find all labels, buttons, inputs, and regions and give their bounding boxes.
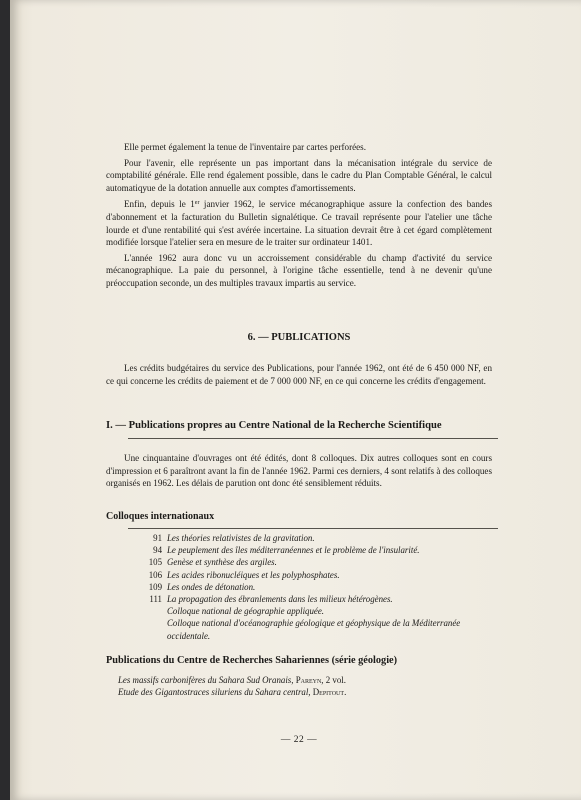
colloque-number: 91 [153,533,162,543]
colloque-number: 106 [148,569,162,580]
list-item [144,532,504,544]
enfin-text-start: Enfin, depuis le 1 [124,199,195,210]
sahara-title: Les massifs carbonifères du Sahara Sud Oranais, [118,675,294,685]
colloques-list [144,532,504,642]
list-item [144,569,504,581]
paragraph-ouvrages: Une cinquantaine d'ouvrages ont été édités, dont 8 colloques. Dix autres colloques sont en cours d'impression et 6 paraîtront avant la fin de l'année 1962. Parmi ces derniers, 4 sont relatifs à des colloques organisés en 1962. Les délais de parution ont donc été sensiblement réduits. [106,453,492,489]
colloque-number: 94 [153,545,162,556]
subsection-rule [128,438,498,439]
page-number: — 22 — [280,735,318,745]
colloque-title: Les acides ribonucléiques et les polyphosphates. [167,569,340,580]
sahara-suffix: . [344,687,347,698]
paragraph-enfin [106,197,492,248]
colloque-title: Le peuplement des îles méditerranéennes et le problème de l'insularité. [167,545,420,556]
list-item [144,544,504,556]
sahara-list [118,674,498,698]
list-item [144,617,504,641]
colloque-national-title: Colloque national d'océanographie géologique et géophysique de la Méditerranée occidentale. [167,618,461,641]
list-item [144,581,504,593]
colloque-national-title: Colloque national de géographie appliquée. [167,606,325,617]
sahara-title: Etude des Gigantostraces siluriens du Sahara central, [118,687,311,698]
colloque-number: 105 [148,557,162,568]
paragraph-credits: Les crédits budgétaires du service des Publications, pour l'année 1962, ont été de 6 450 000 NF, en ce qui concerne les crédits de paiement et de 7 000 000 NF, en ce qui concerne les crédits d'engagement. [106,363,492,386]
colloque-title: Genèse et synthèse des argiles. [167,557,277,568]
paragraph-inventaire: Elle permet également la tenue de l'inventaire par cartes perforées. [124,142,366,152]
sahara-author: Pareyn [295,675,322,685]
colloque-title: La propagation des ébranlements dans les milieux hétérogènes. [167,594,393,605]
credits-block [106,362,492,387]
sahara-author: Depitout [312,687,345,698]
colloques-rule [128,528,498,529]
enfin-superscript: er [194,200,200,207]
colloque-number: 109 [148,581,162,592]
subsection-title: I. — Publications propres au Centre National de la Recherche Scientifique [106,420,442,431]
intro-block [106,141,492,290]
list-item [144,593,504,605]
sahara-heading: Publications du Centre de Recherches Sahariennes (série géologie) [106,655,398,666]
list-item [118,686,498,698]
section-title: 6. — PUBLICATIONS [247,332,351,343]
paragraph-avenir: Pour l'avenir, elle représente un pas important dans la mécanisation intégrale du service de comptabilité générale. Elle rend également possible, dans le cadre du Plan Comptable Général, le calcul automatiqyue de la dotation annuelle aux comptes d'amortissements. [106,157,492,193]
paragraph-annee-1962: L'année 1962 aura donc vu un accroissement considérable du champ d'activité du service mécanographique. La paie du personnel, à l'origine tâche essentielle, tend à ne devenir qu'une préoccupation seconde, un des multiples travaux impartis au service. [106,252,492,288]
colloque-title: Les ondes de détonation. [167,581,256,592]
list-item [118,674,498,686]
ouvrages-block [106,452,492,490]
sahara-suffix: , 2 vol. [321,675,346,685]
list-item [144,605,504,617]
colloques-heading: Colloques internationaux [106,511,215,522]
colloque-title: Les théories relativistes de la gravitation. [167,533,315,543]
enfin-text-rest: janvier 1962, le service mécanographique assure la confection des bandes d'abonnement et la facturation du Bulletin signalétique. Ce travail représente pour l'atelier une tâche lourde et d'une rentabilité qui s'est avérée incertaine. La situation devrait être à cet égard complètement modifiée lorsque l'atelier sera en mesure de le traiter sur ordinateur 1401. [106,199,492,248]
colloque-number: 111 [149,594,162,605]
list-item [144,556,504,568]
